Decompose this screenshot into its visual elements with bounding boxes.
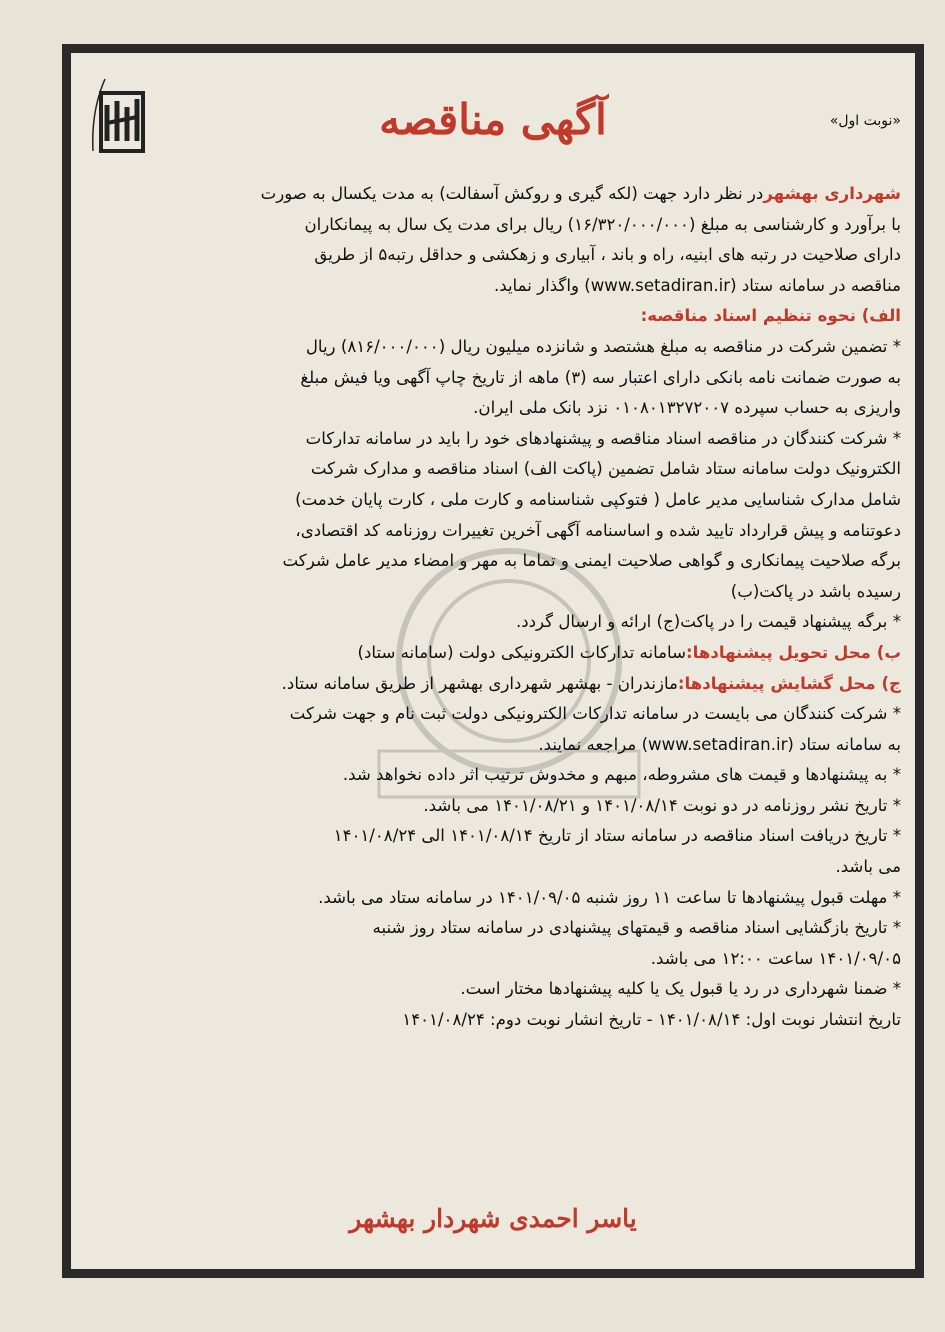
page-title: آگهی مناقصه [379,95,607,144]
note-line: * تاریخ نشر روزنامه در دو نوبت ۱۴۰۱/۰۸/۱۴ و ۱۴۰۱/۰۸/۲۱ می باشد. [423,795,901,815]
note-line: * به پیشنهادها و قیمت های مشروطه، مبهم و مخدوش ترتیب اثر داده نخواهد شد. [342,765,901,785]
section-a-line: به صورت ضمانت نامه بانکی دارای اعتبار سه (۳) ماهه از تاریخ چاپ آگهی ویا فیش مبلغ [300,367,901,387]
section-a-heading: الف) نحوه تنظیم اسناد مناقصه: [640,306,901,326]
section-a-line: دعوتنامه و پیش قرارداد تایید شده و اساسنامه آگهی آخرین تغییرات روزنامه کد اقتصادی، [295,520,901,540]
intro-line-1: شهرداری بهشهردر نظر دارد جهت (لکه گیری و روکش آسفالت) به مدت یکسال به صورت [260,184,901,203]
section-a-line: الکترونیک دولت سامانه ستاد شامل تضمین (پاکت الف) اسناد مناقصه و مدارک شرکت [310,459,901,479]
section-c-value: مازندران - بهشهر شهرداری بهشهر از طریق سامانه ستاد. [281,673,678,693]
section-a-line: رسیده باشد در پاکت(ب) [730,581,901,601]
section-a-line: * تضمین شرکت در مناقصه به مبلغ هشتصد و شانزده میلیون ریال (۸۱۶/۰۰۰/۰۰۰) ریال [305,336,901,356]
edition-label: «نوبت اول» [829,113,901,129]
section-a-line: شامل مدارک شناسایی مدیر عامل ( فتوکپی شناسنامه و کارت ملی ، کارت پایان خدمت) [295,489,901,509]
note-line: * ضمنا شهرداری در رد یا قبول یک یا کلیه پیشنهادها مختار است. [460,979,901,999]
publication-dates-line: تاریخ انتشار نوبت اول: ۱۴۰۱/۰۸/۱۴ - تاریخ انشار نوبت دوم: ۱۴۰۱/۰۸/۲۴ [402,1010,901,1030]
advertisement-frame [62,44,924,1278]
section-b-label: ب) محل تحویل پیشنهادها: [685,642,901,662]
section-c-label: ج) محل گشایش پیشنهادها: [677,673,901,693]
intro-line-3: دارای صلاحیت در رتبه های ابنیه، راه و باند ، آبیاری و زهکشی و حداقل رتبه۵ از طریق [314,245,901,265]
section-a-line: * شرکت کنندگان در مناقصه اسناد مناقصه و پیشنهادهای خود را باید در سامانه تدارکات [305,428,901,448]
note-line: * تاریخ دریافت اسناد مناقصه در سامانه ستاد از تاریخ ۱۴۰۱/۰۸/۱۴ الی ۱۴۰۱/۰۸/۲۴ [333,826,901,846]
section-a-line: برگه صلاحیت پیمانکاری و گواهی صلاحیت ایمنی و تماما به مهر و امضاء مدیر عامل شرکت [282,551,901,571]
section-b-value: سامانه تدارکات الکترونیکی دولت (سامانه ستاد) [357,642,686,662]
section-b-line [89,638,901,669]
advertisement-content [81,61,905,1261]
note-line: * تاریخ بازگشایی اسناد مناقصه و قیمتهای پیشنهادی در سامانه ستاد روز شنبه [372,918,901,938]
organization-name: شهرداری بهشهر [763,184,901,203]
note-line: ۱۴۰۱/۰۹/۰۵ ساعت ۱۲:۰۰ می باشد. [650,948,901,968]
intro-line-4: مناقصه در سامانه ستاد (www.setadiran.ir) واگذار نماید. [493,275,901,295]
note-line: به سامانه ستاد (www.setadiran.ir) مراجعه نمایند. [538,734,901,754]
advertisement-body [89,179,901,1036]
section-a-line: واریزی به حساب سپرده ۰۱۰۸۰۱۳۲۷۲۰۰۷ نزد بانک ملی ایران. [473,398,901,418]
signature: یاسر احمدی شهردار بهشهر [349,1204,637,1233]
note-line: می باشد. [835,857,901,877]
note-line: * شرکت کنندگان می بایست در سامانه تدارکات الکترونیکی دولت ثبت نام و جهت شرکت [289,704,901,724]
section-c-line [89,669,901,700]
section-a-line: * برگه پیشنهاد قیمت را در پاکت(ج) ارائه و ارسال گردد. [515,612,901,632]
note-line: * مهلت قبول پیشنهادها تا ساعت ۱۱ روز شنبه ۱۴۰۱/۰۹/۰۵ در سامانه ستاد می باشد. [318,887,901,907]
intro-line-2: با برآورد و کارشناسی به مبلغ (۱۶/۳۲۰/۰۰۰/۰۰۰) ریال برای مدت یک سال به پیمانکاران [304,214,901,234]
